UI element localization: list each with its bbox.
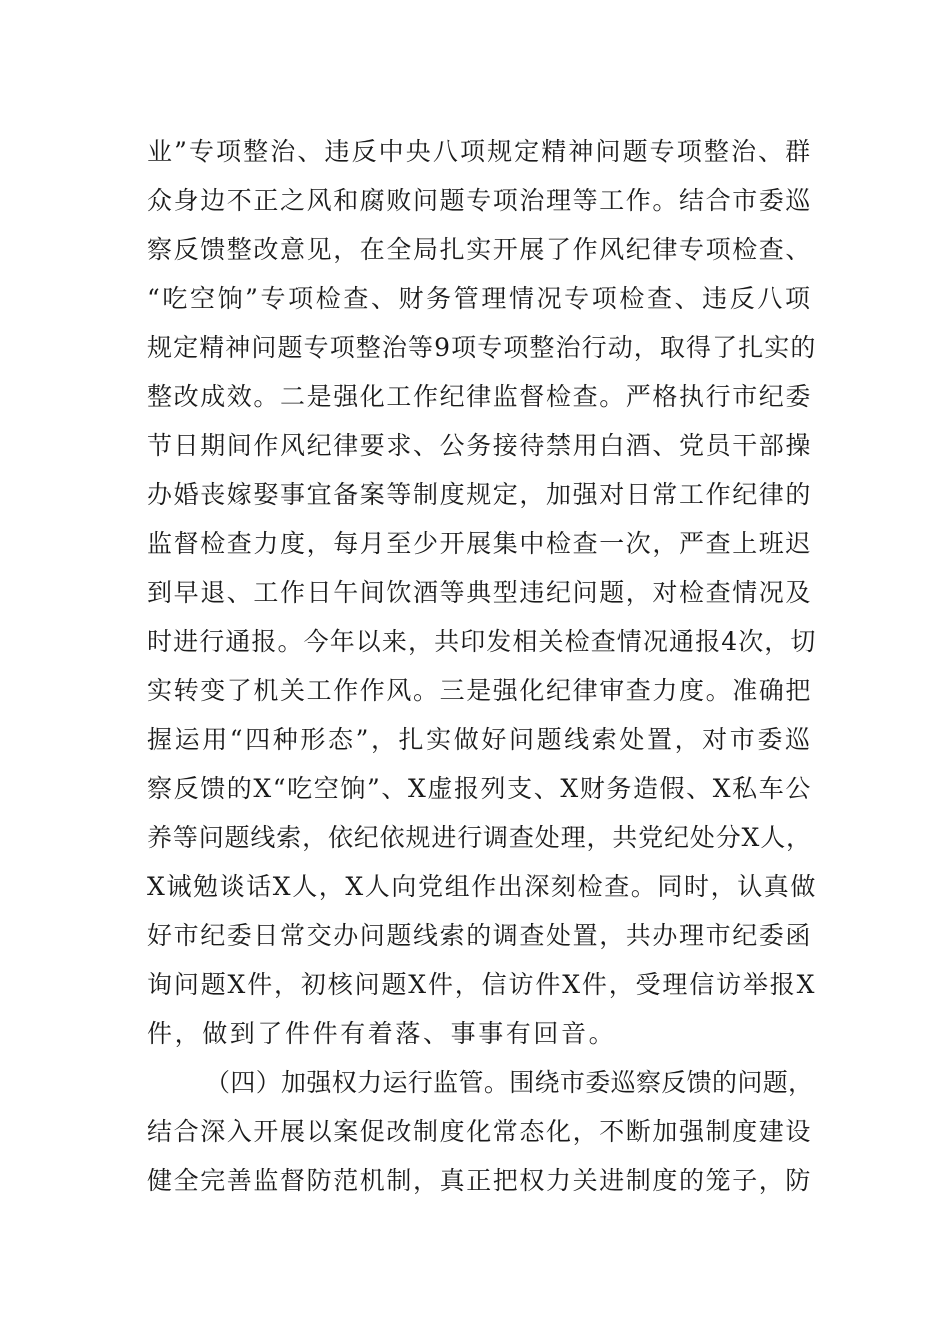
text-line: 养等问题线索，依纪依规进行调查处理，共党纪处分X人， xyxy=(147,823,812,852)
text-line: “吃空饷”专项检查、财务管理情况专项检查、违反八项 xyxy=(147,284,813,313)
text-line: 好市纪委日常交办问题线索的调查处置，共办理市纪委函 xyxy=(147,921,813,950)
text-line: 到早退、工作日午间饮酒等典型违纪问题，对检查情况及 xyxy=(147,578,813,607)
text-line: X诫勉谈话X人，X人向党组作出深刻检查。同时，认真做 xyxy=(147,872,817,901)
text-line: 握运用“四种形态”，扎实做好问题线索处置，对市委巡 xyxy=(147,725,813,754)
text-line: 众身边不正之风和腐败问题专项治理等工作。结合市委巡 xyxy=(147,186,813,215)
text-line: 整改成效。二是强化工作纪律监督检查。严格执行市纪委 xyxy=(147,382,813,411)
text-line: 察反馈整改意见，在全局扎实开展了作风纪律专项检查、 xyxy=(147,235,813,264)
text-line: 时进行通报。今年以来，共印发相关检查情况通报4次，切 xyxy=(147,627,817,656)
text-line: 察反馈的X“吃空饷”、X虚报列支、X财务造假、X私车公 xyxy=(147,774,812,803)
text-line: 健全完善监督防范机制，真正把权力关进制度的笼子，防 xyxy=(147,1166,813,1195)
text-line: 实转变了机关工作作风。三是强化纪律审查力度。准确把 xyxy=(147,676,813,705)
text-line: 结合深入开展以案促改制度化常态化，不断加强制度建设 xyxy=(147,1117,813,1146)
text-line: 办婚丧嫁娶事宜备案等制度规定，加强对日常工作纪律的 xyxy=(147,480,813,509)
text-line: 监督检查力度，每月至少开展集中检查一次，严查上班迟 xyxy=(147,529,813,558)
text-line: 规定精神问题专项整治等9项专项整治行动，取得了扎实的 xyxy=(147,333,817,362)
text-line: 询问题X件，初核问题X件，信访件X件，受理信访举报X xyxy=(147,970,817,999)
paragraph-start-line: （四）加强权力运行监管。围绕市委巡察反馈的问题， xyxy=(205,1068,814,1097)
text-line: 件，做到了件件有着落、事事有回音。 xyxy=(147,1019,617,1048)
text-line: 节日期间作风纪律要求、公务接待禁用白酒、党员干部操 xyxy=(147,431,813,460)
text-line: 业”专项整治、违反中央八项规定精神问题专项整治、群 xyxy=(147,137,813,166)
